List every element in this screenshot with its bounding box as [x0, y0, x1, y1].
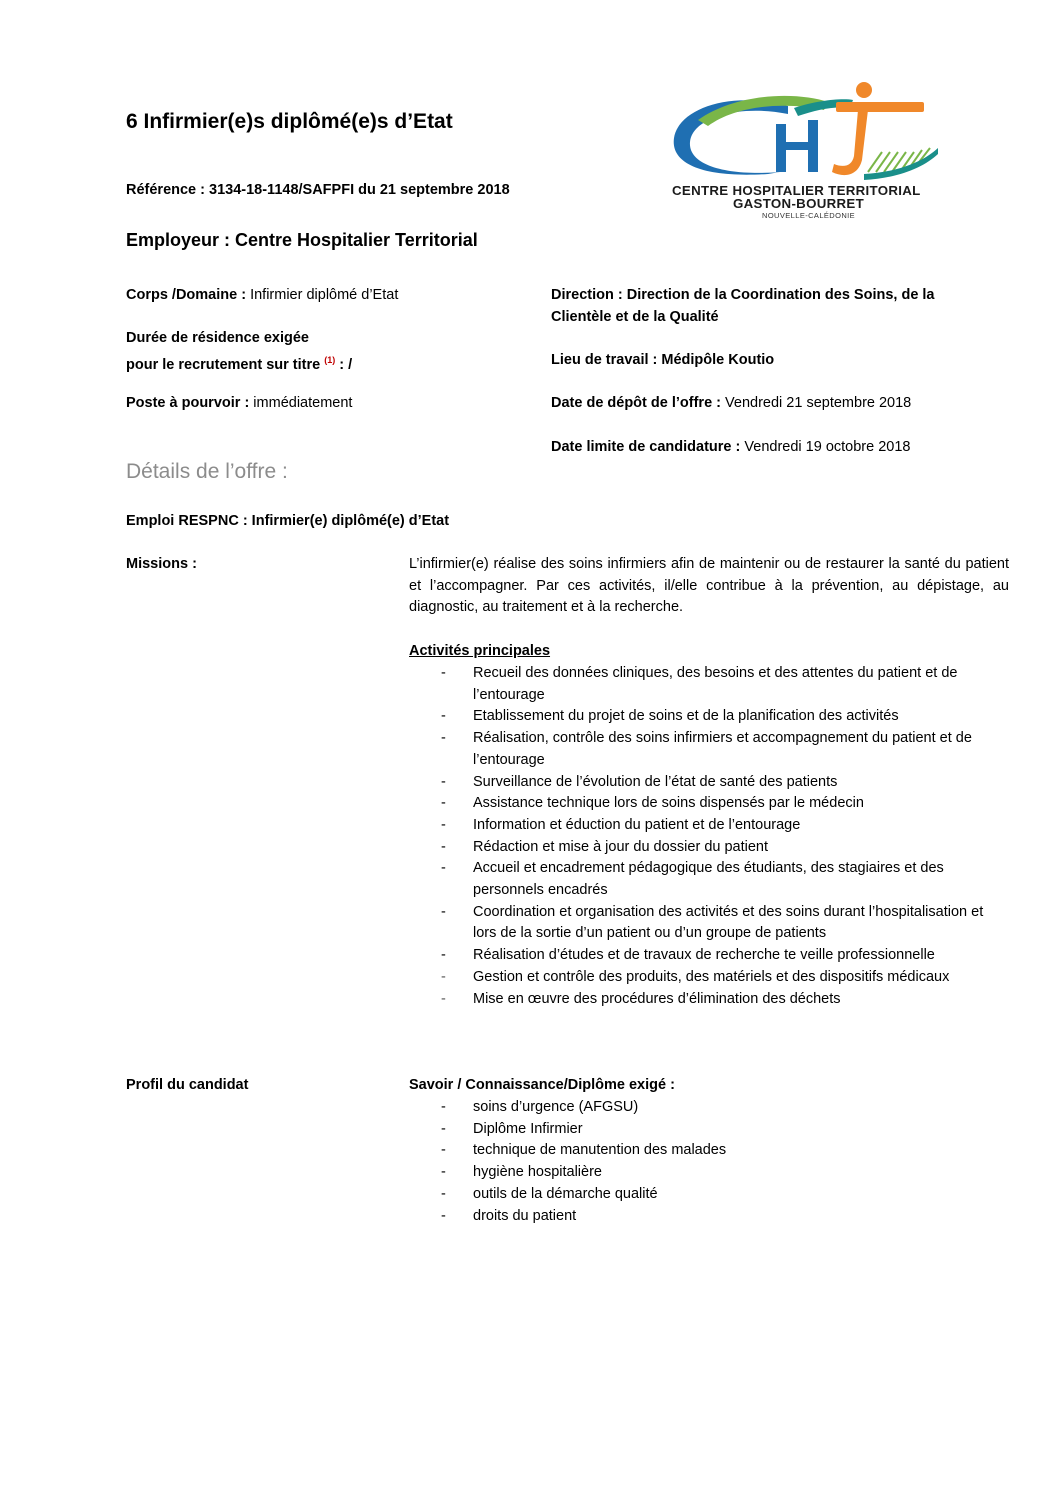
savoir-heading: Savoir / Connaissance/Diplôme exigé : [409, 1077, 675, 1093]
bullet-dash: - [441, 1142, 446, 1159]
depot-label: Date de dépôt de l’offre : [551, 395, 721, 411]
list-item [409, 945, 1009, 967]
list-item [409, 967, 1009, 989]
list-item [409, 1097, 1009, 1119]
list-item-text: Information et éduction du patient et de l’entourage [473, 816, 801, 833]
bullet-dash: - [441, 816, 446, 833]
bullet-dash: - [441, 1099, 446, 1115]
duree-residence [126, 350, 352, 377]
poste-label: Poste à pourvoir : [126, 395, 250, 411]
corps-label: Corps /Domaine : [126, 287, 247, 303]
list-item-text: Coordination et organisation des activités et des soins durant l’hospitalisation et lors de la sortie d’un patient ou d’un groupe de patients [473, 903, 984, 942]
list-item [409, 1119, 1009, 1141]
date-depot [551, 393, 911, 415]
bullet-dash: - [441, 968, 446, 985]
footnote-marker: (1) [324, 355, 336, 365]
list-item [409, 837, 1009, 859]
bullet-dash: - [441, 1207, 446, 1224]
list-item-text: droits du patient [473, 1207, 577, 1224]
activites-heading: Activités principales [409, 643, 551, 659]
list-item-text: hygiène hospitalière [473, 1164, 602, 1181]
missions-text: L’infirmier(e) réalise des soins infirmiers afin de maintenir ou de restaurer la santé du patient et l’accompagner. Par ces activités, il/elle contribue à la prévention, au dépistage, au diagnostic, au traitement et à la recherche. [409, 556, 1009, 616]
list-item-text: Gestion et contrôle des produits, des matériels et des dispositifs médicaux [473, 968, 950, 985]
list-item-text: Réalisation d’études et de travaux de recherche te veille professionnelle [473, 947, 935, 964]
limite-label: Date limite de candidature : [551, 439, 741, 455]
bullet-dash: - [441, 1164, 446, 1181]
bullet-dash: - [441, 990, 446, 1007]
bullet-dash: - [441, 795, 446, 812]
list-item-text: soins d’urgence (AFGSU) [473, 1099, 639, 1115]
list-item [409, 858, 1009, 901]
list-item [409, 1206, 1009, 1228]
depot-value: Vendredi 21 septembre 2018 [721, 395, 912, 411]
list-item-text: Rédaction et mise à jour du dossier du patient [473, 838, 769, 855]
list-item [409, 772, 1009, 794]
bullet-dash: - [441, 708, 446, 725]
activites-list [409, 663, 1009, 1010]
logo-text-line2: GASTON-BOURRET [733, 196, 865, 211]
logo-text-line1: CENTRE HOSPITALIER TERRITORIAL [672, 183, 921, 198]
list-item-text: Surveillance de l’évolution de l’état de santé des patients [473, 773, 838, 790]
list-item [409, 1140, 1009, 1162]
bullet-dash: - [441, 730, 446, 747]
profil-label: Profil du candidat [126, 1077, 249, 1093]
list-item-text: Diplôme Infirmier [473, 1120, 583, 1137]
lieu-de-travail: Lieu de travail : Médipôle Koutio [551, 352, 775, 368]
poste-value: immédiatement [249, 395, 353, 411]
list-item [409, 706, 1009, 728]
duree-value: : / [335, 356, 353, 373]
corps-value: Infirmier diplômé d’Etat [246, 287, 399, 303]
list-item-text: Assistance technique lors de soins dispensés par le médecin [473, 795, 864, 812]
poste-a-pourvoir [126, 393, 352, 415]
bullet-dash: - [441, 773, 446, 790]
duree-label-1: Durée de résidence exigée [126, 330, 309, 346]
list-item-text: technique de manutention des malades [473, 1142, 727, 1159]
list-item-text: Réalisation, contrôle des soins infirmiers et accompagnement du patient et de l’entourage [473, 730, 972, 768]
date-limite [551, 437, 910, 459]
list-item-text: Recueil des données cliniques, des besoins et des attentes du patient et de l’entourage [473, 665, 958, 703]
list-item [409, 989, 1009, 1011]
direction-line2: Clientèle et de la Qualité [551, 309, 719, 325]
employer: Employeur : Centre Hospitalier Territorial [126, 230, 478, 250]
missions-label: Missions : [126, 556, 197, 572]
bullet-dash: - [441, 903, 446, 920]
list-item-text: Etablissement du projet de soins et de la planification des activités [473, 708, 899, 725]
list-item-text: Accueil et encadrement pédagogique des étudiants, des stagiaires et des personnels encadrés [473, 860, 944, 899]
corps-domaine [126, 285, 398, 307]
list-item [409, 663, 1009, 706]
details-heading: Détails de l’offre : [126, 460, 288, 483]
list-item-text: outils de la démarche qualité [473, 1185, 658, 1202]
list-item [409, 728, 1009, 771]
bullet-dash: - [441, 665, 446, 681]
list-item-text: Mise en œuvre des procédures d’élimination des déchets [473, 990, 841, 1007]
bullet-dash: - [441, 860, 446, 877]
bullet-dash: - [441, 1120, 446, 1137]
savoir-list [409, 1097, 1009, 1227]
bullet-dash: - [441, 1185, 446, 1202]
emploi-respnc: Emploi RESPNC : Infirmier(e) diplômé(e) d’Etat [126, 513, 450, 529]
logo-text-line3: NOUVELLE-CALÉDONIE [762, 211, 856, 220]
list-item [409, 793, 1009, 815]
limite-value: Vendredi 19 octobre 2018 [740, 439, 911, 455]
bullet-dash: - [441, 947, 446, 964]
duree-label-2: pour le recrutement sur titre [126, 356, 325, 373]
list-item [409, 1162, 1009, 1184]
direction-line1: Direction : Direction de la Coordination des Soins, de la [551, 287, 935, 303]
page-title: 6 Infirmier(e)s diplômé(e)s d’Etat [126, 110, 453, 133]
bullet-dash: - [441, 838, 446, 855]
list-item [409, 902, 1009, 945]
reference: Référence : 3134-18-1148/SAFPFI du 21 septembre 2018 [126, 182, 510, 198]
list-item [409, 815, 1009, 837]
list-item [409, 1184, 1009, 1206]
